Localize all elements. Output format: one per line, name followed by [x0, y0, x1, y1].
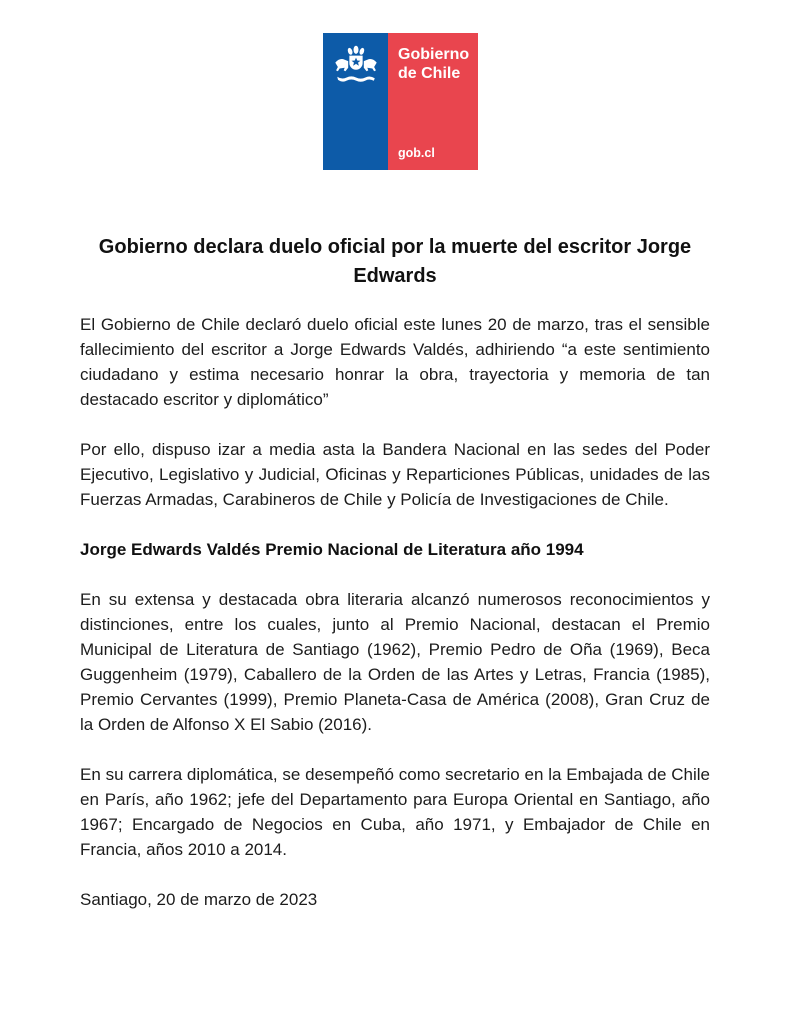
paragraph-declaration: El Gobierno de Chile declaró duelo oficial este lunes 20 de marzo, tras el sensible fallecimiento del escritor a Jorge Edwards Valdés, adhiriendo “a este sentimiento ciudadano y estima necesario honrar la obra, trayectoria y memoria de tan destacado escritor y diplomático” [80, 315, 710, 409]
logo-org-name: Gobierno de Chile [398, 46, 470, 82]
paragraph-flag-half-mast: Por ello, dispuso izar a media asta la Bandera Nacional en las sedes del Poder Ejecutivo, Legislativo y Judicial, Oficinas y Reparticiones Públicas, unidades de las Fuerzas Armadas, Carabineros de Chile y Policía de Investigaciones de Chile. [80, 440, 710, 509]
paragraph-diplomatic-career: En su carrera diplomática, se desempeñó como secretario en la Embajada de Chile en París, año 1962; jefe del Departamento para Europa Oriental en Santiago, año 1967; Encargado de Negocios en Cuba, año 1971, y Embajador de Chile en Francia, años 2010 a 2014. [80, 765, 710, 859]
chile-coat-of-arms-icon [331, 44, 381, 86]
document-content [80, 233, 710, 912]
logo-blue-panel [323, 33, 388, 170]
gobierno-de-chile-logo [323, 33, 478, 170]
dateline: Santiago, 20 de marzo de 2023 [80, 890, 318, 909]
paragraph-literary-awards: En su extensa y destacada obra literaria alcanzó numerosos reconocimientos y distinciones, entre los cuales, junto al Premio Nacional, destacan el Premio Municipal de Literatura de Santiago (1962), Premio Pedro de Oña (1969), Beca Guggenheim (1979), Caballero de la Orden de las Artes y Letras, Francia (1985), Premio Cervantes (1999), Premio Planeta-Casa de América (2008), Gran Cruz de la Orden de Alfonso X El Sabio (2016). [80, 590, 710, 734]
logo-domain: gob.cl [398, 146, 435, 160]
document-title: Gobierno declara duelo oficial por la muerte del escritor Jorge Edwards [98, 236, 692, 287]
logo-red-panel [388, 33, 478, 170]
subheading-premio-nacional: Jorge Edwards Valdés Premio Nacional de Literatura año 1994 [80, 540, 584, 559]
